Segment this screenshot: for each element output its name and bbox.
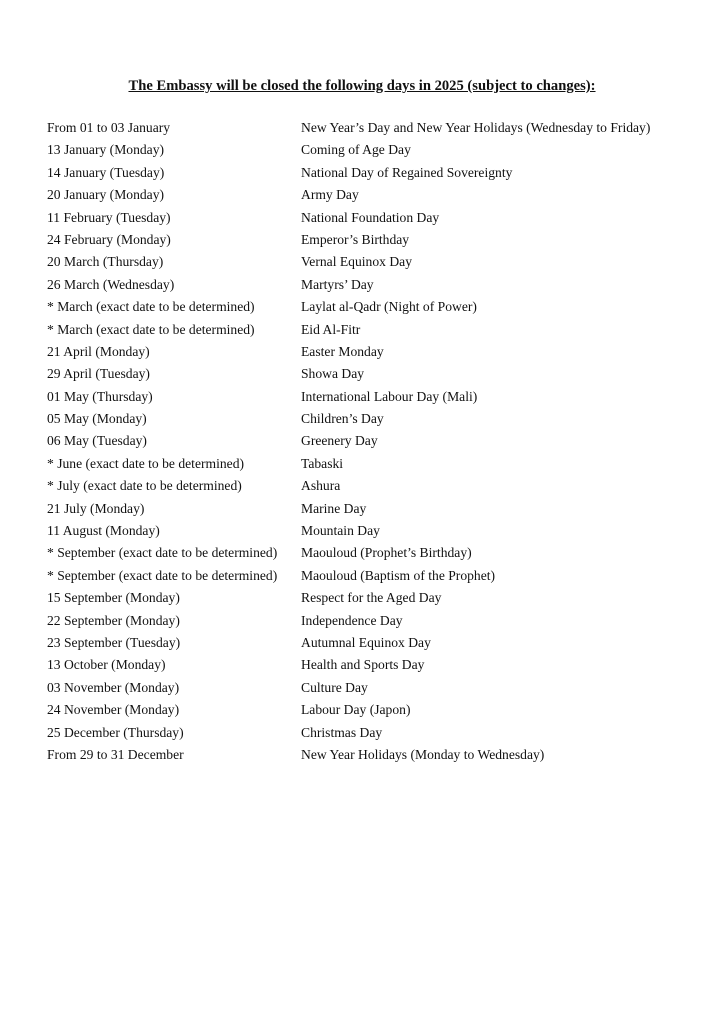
closure-date: 03 November (Monday)	[47, 679, 180, 695]
closure-date: 24 February (Monday)	[47, 231, 171, 247]
closure-holiday: Mountain Day	[301, 523, 380, 539]
closure-date: * July (exact date to be determined)	[47, 478, 242, 494]
closure-holiday: Maouloud (Baptism of the Prophet)	[301, 567, 496, 583]
closure-holiday: Greenery Day	[301, 433, 378, 449]
closure-row	[47, 610, 707, 632]
closure-date: 05 May (Monday)	[47, 411, 147, 427]
closure-date: 23 September (Tuesday)	[47, 634, 181, 650]
closure-date: 22 September (Monday)	[47, 612, 180, 628]
closure-holiday: Labour Day (Japon)	[301, 702, 411, 718]
closure-row	[47, 363, 707, 385]
closure-row	[47, 229, 707, 251]
closure-date: * September (exact date to be determined)	[47, 545, 278, 561]
closure-holiday: New Year’s Day and New Year Holidays (Wednesday to Friday)	[301, 120, 651, 135]
closure-row	[47, 251, 707, 273]
closure-row	[47, 274, 707, 296]
closure-row	[47, 453, 707, 475]
closure-holiday: Health and Sports Day	[301, 657, 425, 673]
closure-holiday: Ashura	[301, 478, 341, 494]
closure-row	[47, 319, 707, 341]
closure-date: 20 March (Thursday)	[47, 254, 164, 270]
closure-date: 06 May (Tuesday)	[47, 433, 147, 449]
closure-holiday: Independence Day	[301, 612, 403, 628]
closure-row	[47, 117, 707, 139]
closure-row	[47, 565, 707, 587]
closure-holiday: National Foundation Day	[301, 209, 440, 225]
closure-date: * March (exact date to be determined)	[47, 321, 255, 337]
closure-date: From 29 to 31 December	[47, 746, 184, 762]
closure-holiday: Showa Day	[301, 366, 365, 382]
closure-row	[47, 498, 707, 520]
closure-date: 15 September (Monday)	[47, 590, 180, 606]
closure-row	[47, 677, 707, 699]
closure-date: 20 January (Monday)	[47, 187, 165, 203]
closure-holiday: Emperor’s Birthday	[301, 231, 410, 247]
closure-date: * March (exact date to be determined)	[47, 299, 255, 315]
closure-date: 11 August (Monday)	[47, 523, 160, 539]
closure-row	[47, 632, 707, 654]
closure-holiday: Respect for the Aged Day	[301, 590, 442, 606]
closure-holiday: Laylat al-Qadr (Night of Power)	[301, 299, 477, 315]
closure-date: * June (exact date to be determined)	[47, 455, 245, 471]
closure-holiday: International Labour Day (Mali)	[301, 388, 478, 404]
closure-date: 24 November (Monday)	[47, 702, 180, 718]
closure-holiday: Army Day	[301, 187, 359, 203]
closure-date: 14 January (Tuesday)	[47, 164, 165, 180]
closure-row	[47, 430, 707, 452]
closure-holiday: Christmas Day	[301, 724, 383, 740]
closure-row	[47, 587, 707, 609]
closure-row	[47, 184, 707, 206]
closure-row	[47, 408, 707, 430]
closure-row	[47, 475, 707, 497]
closure-date: * September (exact date to be determined)	[47, 567, 278, 583]
closure-date: 13 January (Monday)	[47, 142, 165, 158]
closure-holiday: Maouloud (Prophet’s Birthday)	[301, 545, 472, 561]
closure-holiday: Tabaski	[301, 455, 344, 471]
closure-holiday: Coming of Age Day	[301, 142, 411, 158]
closure-row	[47, 722, 707, 744]
closure-row	[47, 341, 707, 363]
closure-date: 29 April (Tuesday)	[47, 366, 150, 382]
closure-holiday: Marine Day	[301, 500, 367, 516]
closure-date: 13 October (Monday)	[47, 657, 166, 673]
closure-holiday: New Year Holidays (Monday to Wednesday)	[301, 746, 545, 762]
closure-holiday: Easter Monday	[301, 343, 384, 359]
closure-holiday: National Day of Regained Sovereignty	[301, 164, 513, 180]
closure-date: 11 February (Tuesday)	[47, 209, 171, 225]
closure-row	[47, 386, 707, 408]
closure-holiday: Eid Al-Fitr	[301, 321, 361, 337]
closure-row	[47, 139, 707, 161]
closure-row	[47, 520, 707, 542]
closure-holiday: Vernal Equinox Day	[301, 254, 412, 270]
page-title: The Embassy will be closed the following days in 2025 (subject to changes):	[128, 78, 596, 94]
closure-date: From 01 to 03 January	[47, 120, 171, 135]
closure-date: 26 March (Wednesday)	[47, 276, 175, 292]
closure-holiday: Autumnal Equinox Day	[301, 634, 431, 650]
closure-date: 21 July (Monday)	[47, 500, 145, 516]
closure-row	[47, 296, 707, 318]
closure-row	[47, 162, 707, 184]
closure-row	[47, 207, 707, 229]
closure-list	[47, 117, 707, 766]
closure-row	[47, 744, 707, 766]
closure-holiday: Culture Day	[301, 679, 368, 695]
closure-row	[47, 654, 707, 676]
closure-row	[47, 699, 707, 721]
closure-date: 25 December (Thursday)	[47, 724, 184, 740]
closure-holiday: Children’s Day	[301, 411, 384, 427]
closure-row	[47, 542, 707, 564]
closure-holiday: Martyrs’ Day	[301, 276, 374, 292]
closure-date: 21 April (Monday)	[47, 343, 150, 359]
closure-date: 01 May (Thursday)	[47, 388, 153, 404]
